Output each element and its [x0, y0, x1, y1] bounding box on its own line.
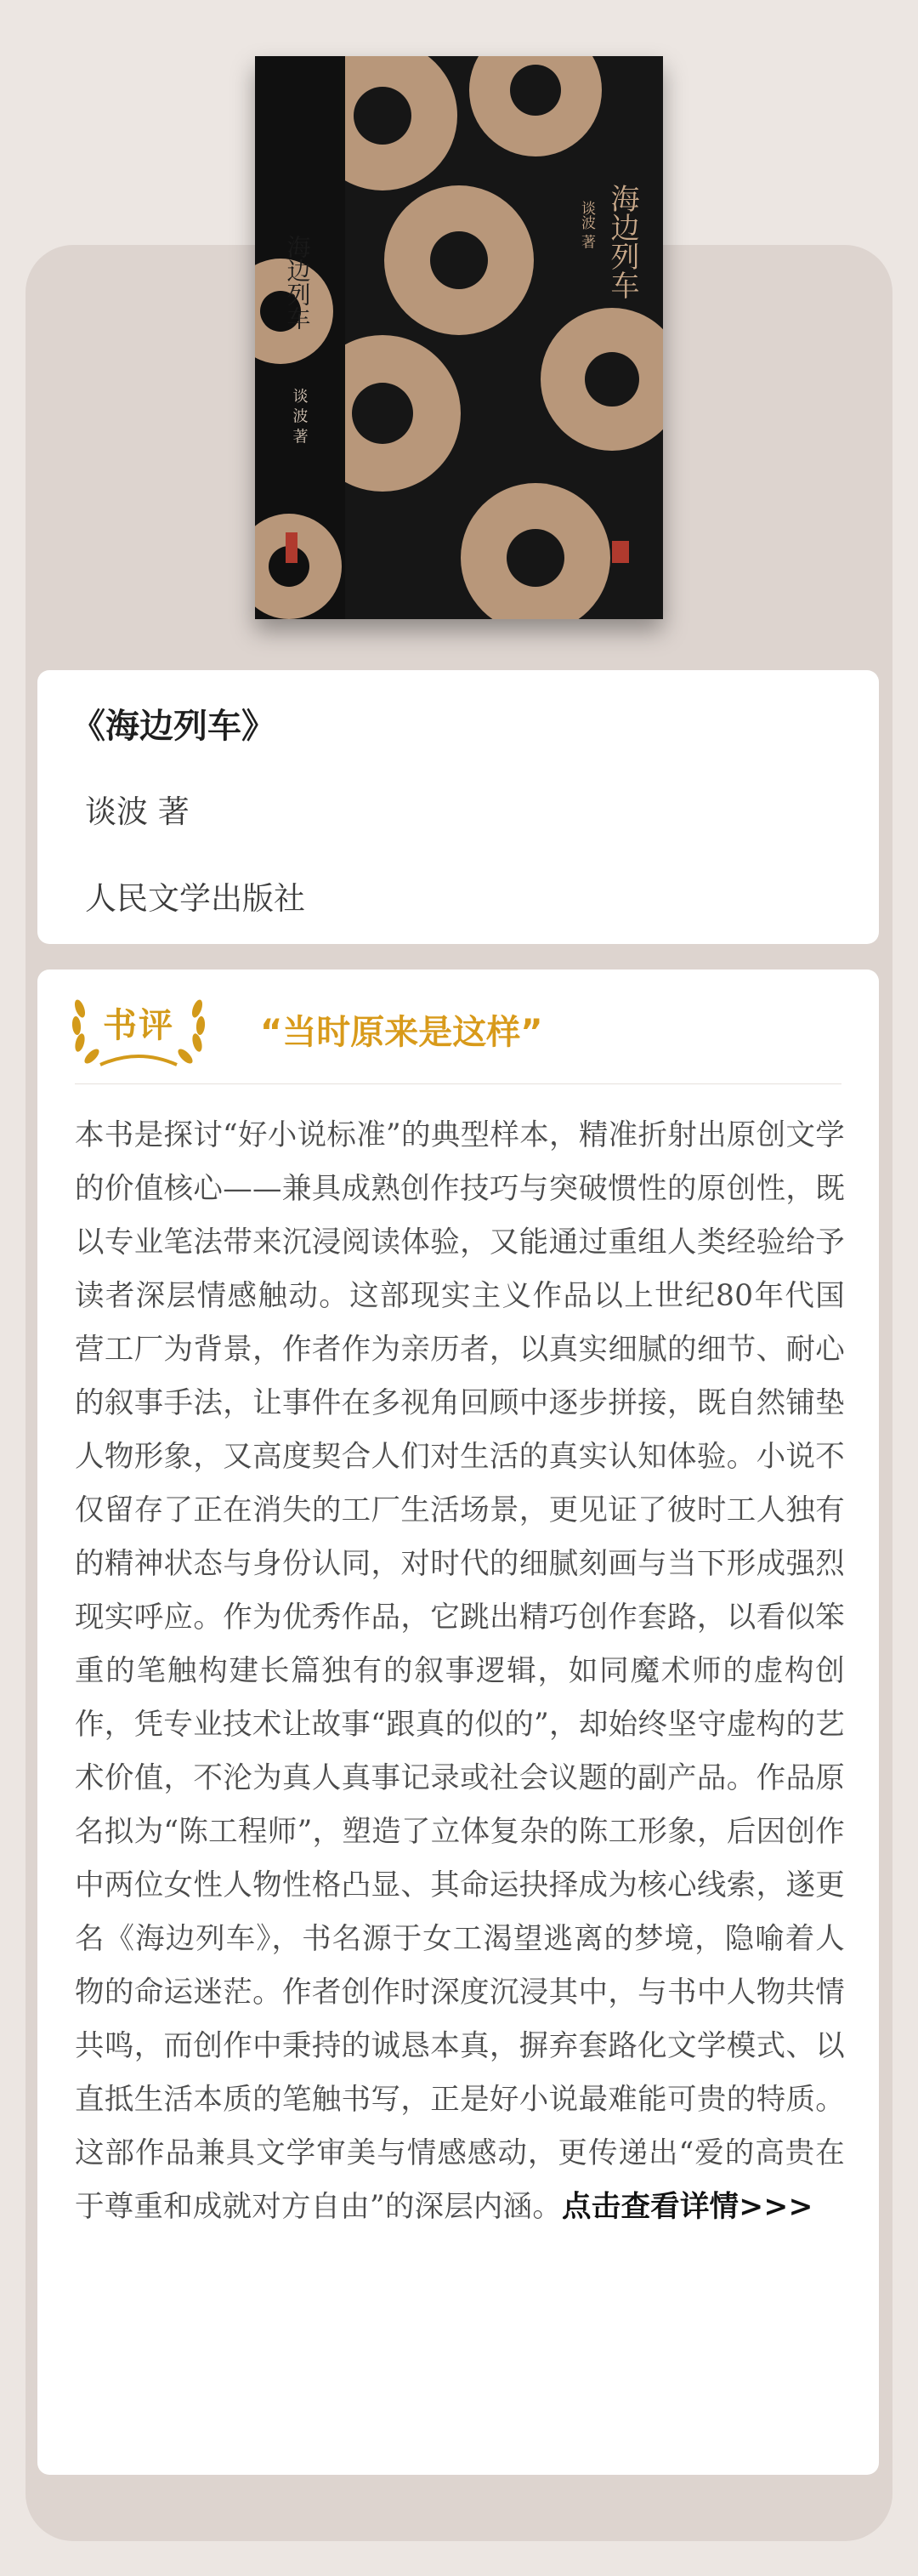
- spine-title: 海边列车: [283, 235, 312, 330]
- review-body-text: 本书是探讨“好小说标准”的典型样本，精准折射出原创文学的价值核心——兼具成熟创作技巧与突破惯性的原创性，既以专业笔法带来沉浸阅读体验，又能通过重组人类经验给予读者深层情感触动。这部现实主义作品以上世纪80年代国营工厂为背景，作者作为亲历者，以真实细腻的细节、耐心的叙事手法，让事件在多视角回顾中逐步拼接，既自然铺垫人物形象，又高度契合人们对生活的真实认知体验。小说不仅留存了正在消失的工厂生活场景，更见证了彼时工人独有的精神状态与身份认同，对时代的细腻刻画与当下形成强烈现实呼应。作为优秀作品，它跳出精巧创作套路，以看似笨重的笔触构建长篇独有的叙事逻辑，如同魔术师的虚构创作，凭专业技术让故事“跟真的似的”，却始终坚守虚构的艺术价值，不沦为真人真事记录或社会议题的副产品。作品原名拟为“陈工程师”，塑造了立体复杂的陈工形象，后因创作中两位女性人物性格凸显、其命运抉择成为核心线索，遂更名《海边列车》，书名源于女工渴望逃离的梦境，隐喻着人物的命运迷茫。作者创作时深度沉浸其中，与书中人物共情共鸣，而创作中秉持的诚恳本真，摒弃套路化文学模式、以直抵生活本质的笔触书写，正是好小说最难能可贵的特质。这部作品兼具文学审美与情感感动，更传递出“爱的高贵在于尊重和成就对方自由”的深层内涵。: [75, 1118, 845, 2224]
- book-cover: [255, 56, 663, 619]
- read-more-link[interactable]: 点击查看详情>>>: [562, 2190, 813, 2224]
- cover-title: 海边列车: [605, 184, 639, 299]
- review-badge-label: 书评: [103, 1005, 174, 1045]
- book-cover-art: [255, 56, 663, 619]
- review-quote-title: “当时原来是这样”: [260, 1013, 543, 1052]
- review-body: [75, 1109, 845, 2234]
- book-title: 《海边列车》: [71, 707, 275, 746]
- book-info-card: [37, 670, 879, 944]
- book-publisher: 人民文学出版社: [85, 880, 305, 917]
- cover-author: 谈波 著: [578, 201, 595, 249]
- publisher-seal-icon: [286, 532, 298, 563]
- review-card: [37, 970, 879, 2475]
- cover-publisher-seal-icon: [612, 541, 629, 563]
- review-badge: [66, 988, 211, 1070]
- divider: [75, 1083, 842, 1084]
- spine-author: 谈 波 著: [290, 388, 309, 444]
- book-author: 谈波 著: [85, 793, 190, 830]
